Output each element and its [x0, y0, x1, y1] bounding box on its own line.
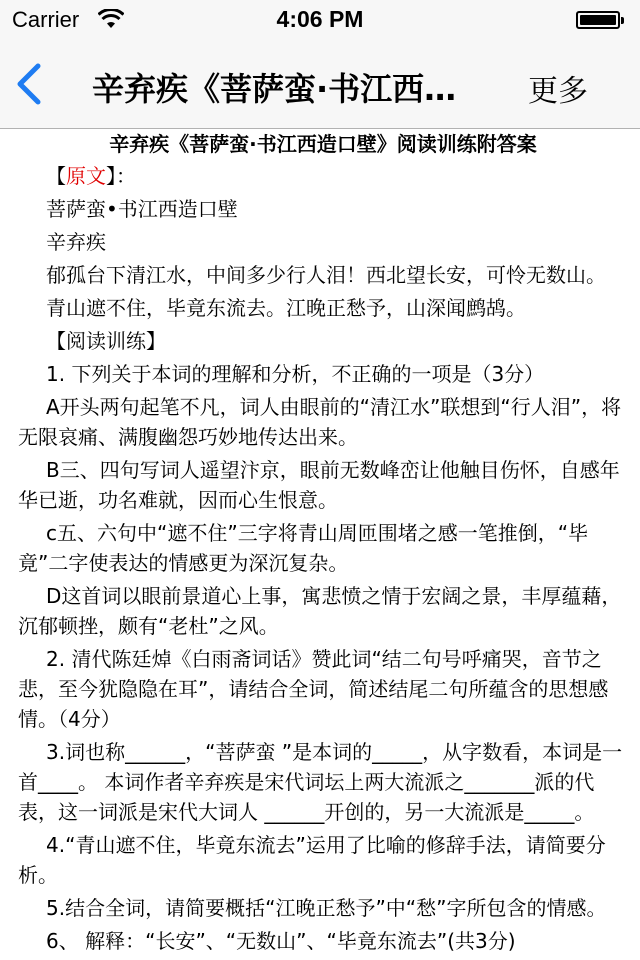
- poem-author: 辛弃疾: [46, 230, 106, 254]
- battery-icon: [576, 11, 628, 31]
- yuanwen-label: 原文: [66, 164, 106, 188]
- question-1-option-a: A开头两句起笔不凡，词人由眼前的“清江水”联想到“行人泪”，将无限哀痛、满腹幽怨巧妙地传达出来。: [18, 395, 622, 449]
- poem-line-2: 青山遮不住，毕竟东流去。江晚正愁予，山深闻鹧鸪。: [46, 296, 526, 320]
- question-1-option-d: D这首词以眼前景道心上事，寓悲愤之情于宏阔之景，丰厚蕴藉，沉郁顿挫，颇有“老杜”之风。: [18, 584, 622, 638]
- question-1-option-b: B三、四句写词人遥望汴京，眼前无数峰峦让他触目伤怀，自感年华已逝，功名难就，因而心生恨意。: [18, 458, 620, 512]
- more-button[interactable]: 更多: [528, 74, 588, 109]
- bracket-close: 】：: [106, 164, 136, 188]
- section-heading-yuanwen: [18, 161, 628, 191]
- chevron-left-icon[interactable]: [12, 62, 48, 106]
- carrier-label: Carrier: [12, 7, 80, 32]
- clock: 4:06 PM: [276, 6, 364, 32]
- question-4: 4.“青山遮不住，毕竟东流去”运用了比喻的修辞手法，请简要分析。: [18, 833, 606, 887]
- question-5: 5.结合全词，请简要概括“江晚正愁予”中“愁”字所包含的情感。: [46, 896, 607, 920]
- question-2: 2. 清代陈廷焯《白雨斋词话》赞此词“结二句号呼痛哭，音节之悲，至今犹隐隐在耳”，请结合全词，简述结尾二句所蕴含的思想感情。（4分）: [18, 647, 609, 731]
- navigation-bar: [0, 40, 640, 129]
- article-title: 辛弃疾《菩萨蛮·书江西造口壁》阅读训练附答案: [109, 132, 537, 156]
- page-title: 辛弃疾《菩萨蛮·书江西…: [92, 70, 457, 108]
- question-1-option-c: c五、六句中“遮不住”三字将青山周匝围堵之感一笔推倒，“毕竟”二字使表达的情感更为深沉复杂。: [18, 521, 589, 575]
- question-6: 6、 解释：“长安”、“无数山”、“毕竟东流去”(共3分): [46, 929, 516, 953]
- section-heading-training: 【阅读训练】: [46, 329, 166, 353]
- poem-title: 菩萨蛮•书江西造口壁: [46, 197, 238, 221]
- poem-line-1: 郁孤台下清江水，中间多少行人泪！西北望长安，可怜无数山。: [46, 263, 606, 287]
- article-body: [18, 129, 628, 959]
- status-bar: [0, 0, 640, 40]
- question-3: 3.词也称______，“菩萨蛮 ”是本词的_____，从字数看，本词是一首____。 本词作者辛弃疾是宋代词坛上两大流派之_______派的代表，这一词派是宋代大词人 ______开创的，另一大流派是_____。: [18, 740, 623, 824]
- question-1: 1. 下列关于本词的理解和分析，不正确的一项是（3分）: [46, 362, 545, 386]
- bracket-open: 【: [46, 164, 66, 188]
